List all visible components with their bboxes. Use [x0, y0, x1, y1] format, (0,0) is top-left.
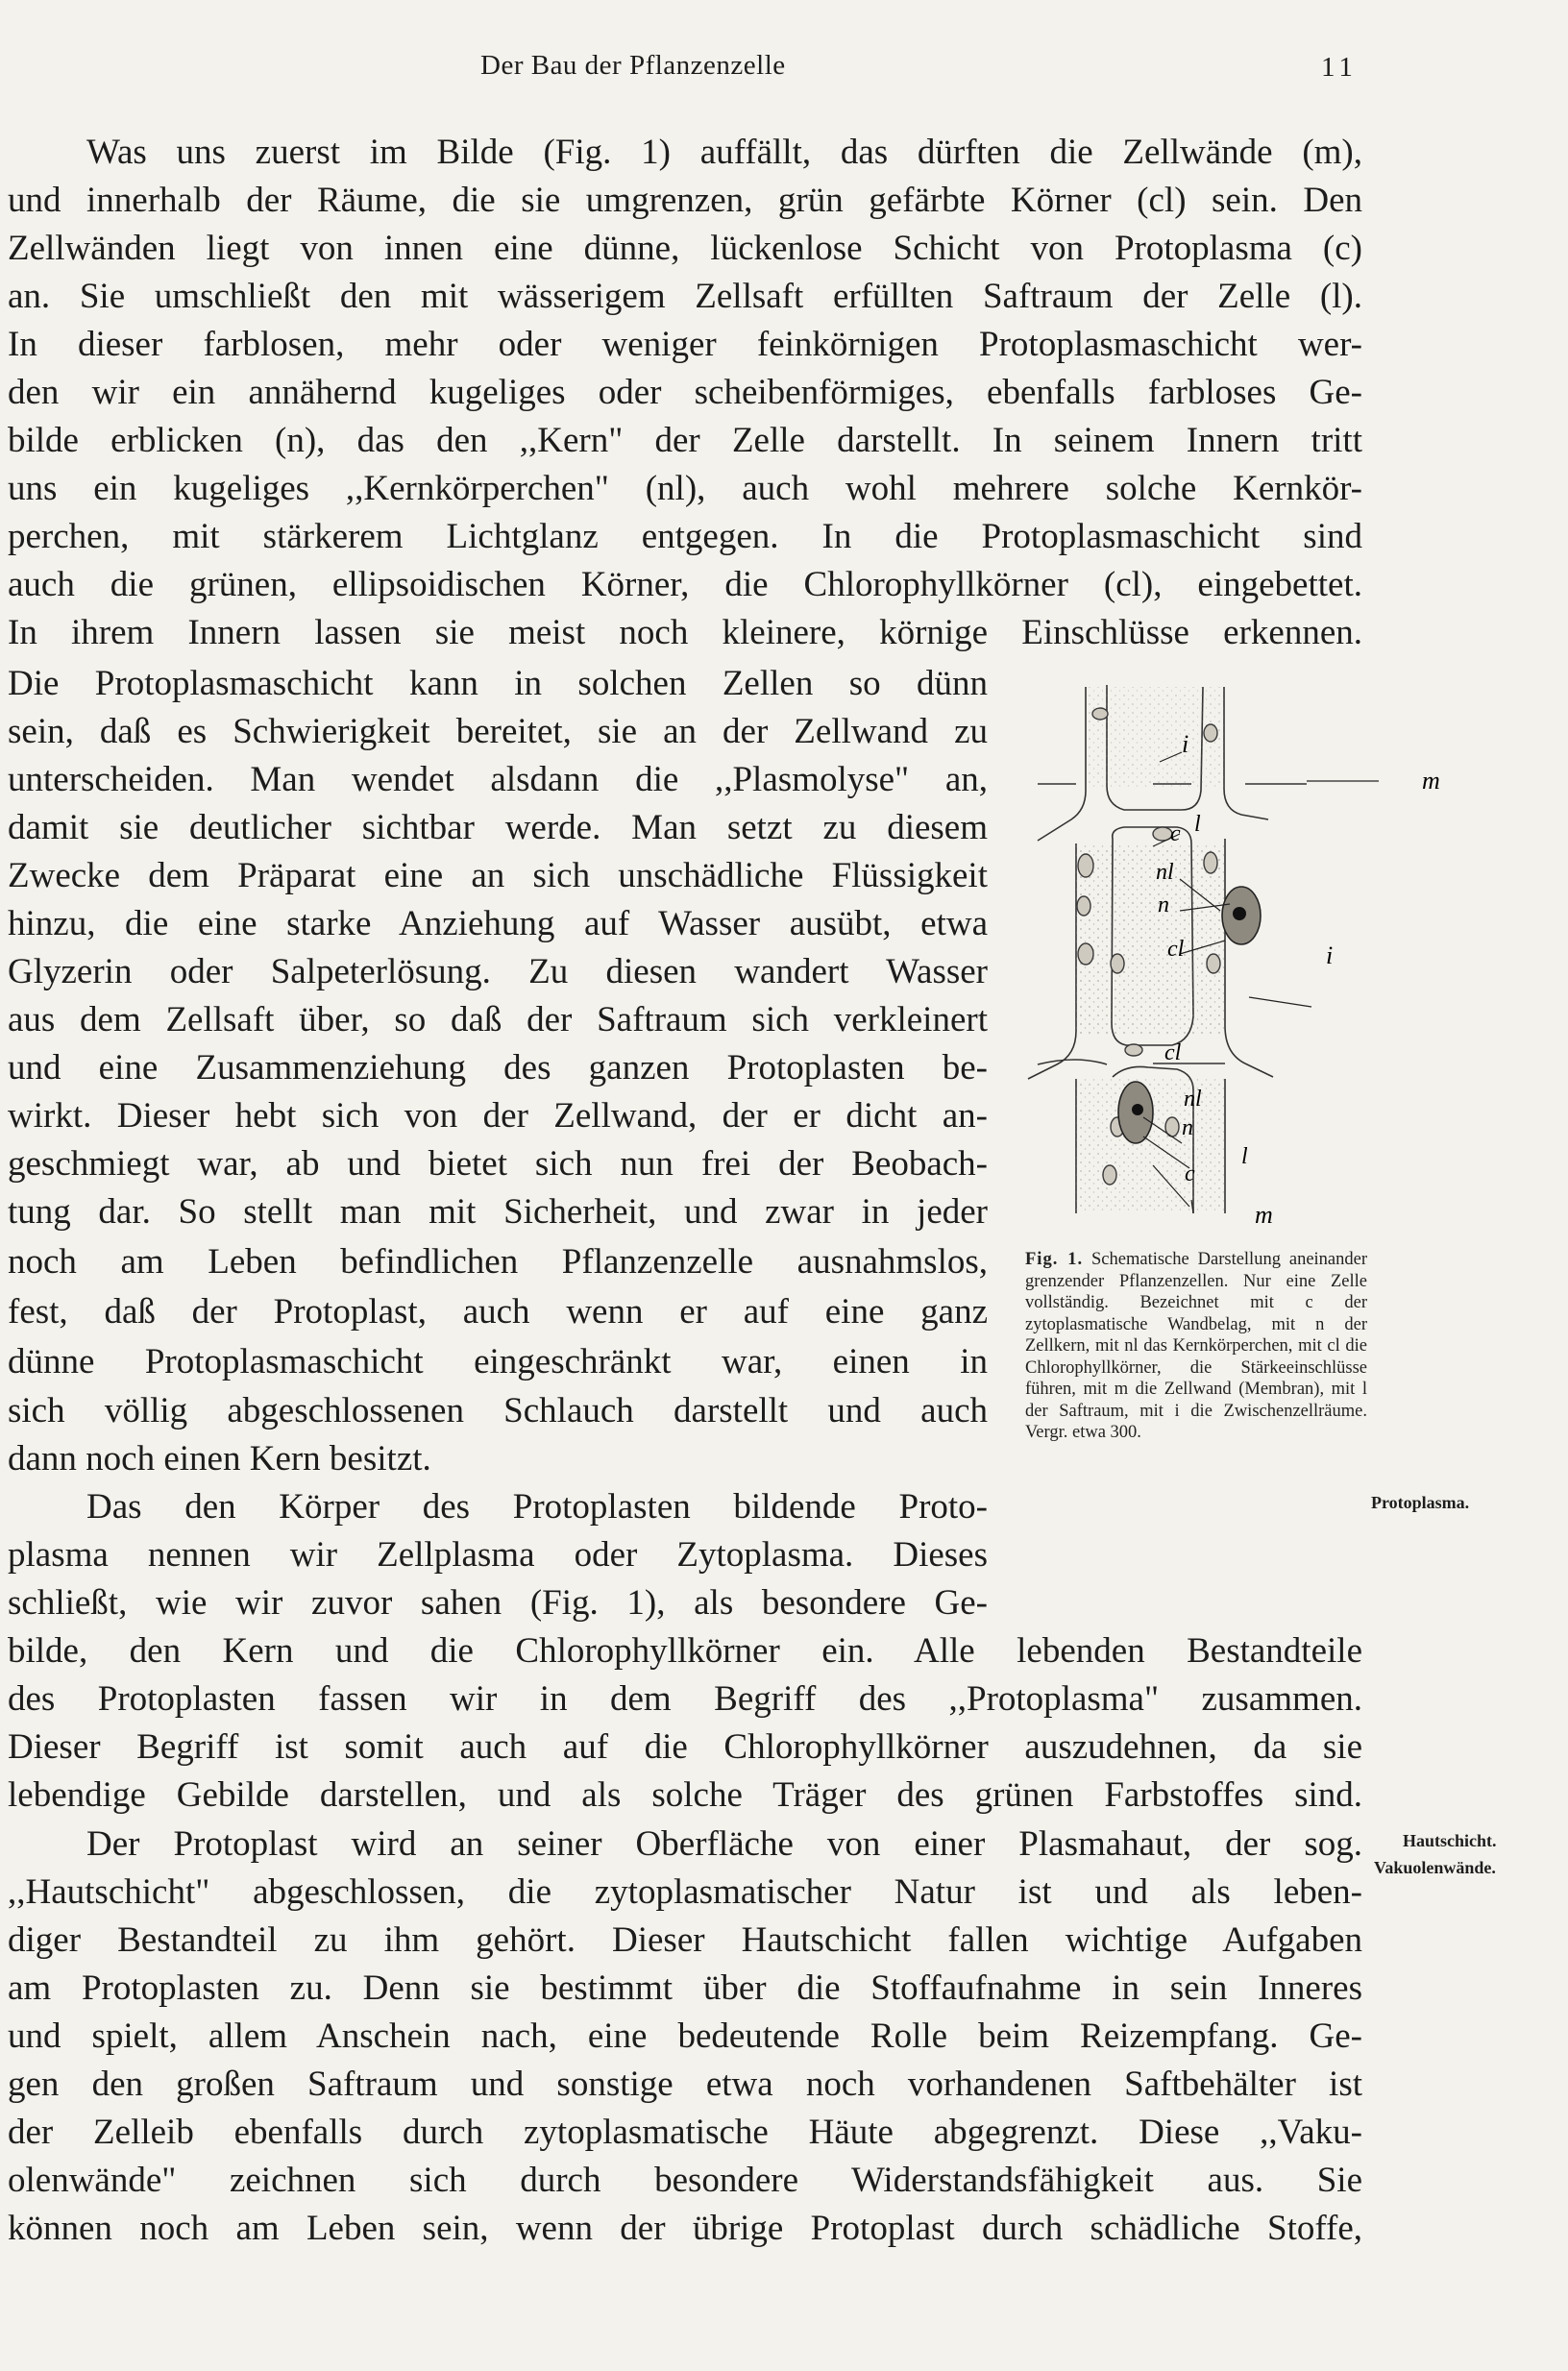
- label-c-upper: c: [1170, 821, 1181, 846]
- text-line: lebendige Gebilde darstellen, und als solche Träger des grünen Farbstoffes sind.: [8, 1775, 1362, 1815]
- text-line: diger Bestandteil zu ihm gehört. Dieser Hautschicht fallen wichtige Aufgaben: [8, 1920, 1362, 1960]
- text-line: olenwände" zeichnen sich durch besondere Widerstandsfähigkeit aus. Sie: [8, 2161, 1362, 2200]
- text-line: Glyzerin oder Salpeterlösung. Zu diesen wandert Wasser: [8, 952, 988, 991]
- text-line: tung dar. So stellt man mit Sicherheit, und zwar in jeder: [8, 1192, 988, 1232]
- text-line: dünne Protoplasmaschicht eingeschränkt war, einen in: [8, 1342, 988, 1381]
- label-n-upper: n: [1158, 892, 1169, 917]
- label-cl-lower: cl: [1164, 1040, 1182, 1065]
- text-line: wirkt. Dieser hebt sich von der Zellwand, der er dicht an-: [8, 1096, 988, 1136]
- label-cl-upper: cl: [1167, 937, 1185, 962]
- text-line: und spielt, allem Anschein nach, eine bedeutende Rolle beim Reizempfang. Ge-: [8, 2017, 1362, 2056]
- margin-note-hautschicht: Hautschicht.: [1403, 1831, 1497, 1850]
- page-header: [0, 50, 1568, 96]
- text-line: dann noch einen Kern besitzt.: [8, 1439, 431, 1479]
- text-line: uns ein kugeliges ,,Kernkörperchen" (nl), auch wohl mehrere solche Kernkör-: [8, 469, 1362, 508]
- text-line: sich völlig abgeschlossenen Schlauch darstellt und auch: [8, 1391, 988, 1430]
- text-line: der Zelleib ebenfalls durch zytoplasmatische Häute abgegrenzt. Diese ,,Vaku-: [8, 2113, 1362, 2152]
- label-nl-upper: nl: [1156, 860, 1174, 885]
- figure-1: [1018, 675, 1456, 1234]
- text-line: Der Protoplast wird an seiner Oberfläche von einer Plasmahaut, der sog.: [86, 1824, 1362, 1864]
- text-line: [8, 2253, 1362, 2301]
- label-l-upper: l: [1194, 812, 1201, 837]
- text-line: plasma nennen wir Zellplasma oder Zytoplasma. Dieses: [8, 1535, 988, 1575]
- text-line: unterscheiden. Man wendet alsdann die ,,Plasmolyse" an,: [8, 760, 988, 799]
- margin-note-protoplasma: Protoplasma.: [1371, 1493, 1470, 1512]
- cell-illustration: [1018, 675, 1456, 1234]
- label-l-lower: l: [1241, 1144, 1248, 1169]
- text-line: Was uns zuerst im Bilde (Fig. 1) auffällt, das dürften die Zellwände (m),: [86, 133, 1362, 172]
- text-line: perchen, mit stärkerem Lichtglanz entgegen. In die Protoplasmaschicht sind: [8, 517, 1362, 556]
- text-line: können noch am Leben sein, wenn der übrige Protoplast durch schädliche Stoffe,: [8, 2209, 1362, 2248]
- text-line: In dieser farblosen, mehr oder weniger feinkörnigen Protoplasmaschicht wer-: [8, 325, 1362, 364]
- label-i-right: i: [1326, 941, 1334, 969]
- text-line: am Protoplasten zu. Denn sie bestimmt über die Stoffaufnahme in sein Inneres: [8, 1968, 1362, 2008]
- text-line: hinzu, die eine starke Anziehung auf Wasser ausübt, etwa: [8, 904, 988, 943]
- text-line: sein, daß es Schwierigkeit bereitet, sie an der Zellwand zu: [8, 712, 988, 751]
- text-line: auch die grünen, ellipsoidischen Körner, die Chlorophyllkörner (cl), eingebettet.: [8, 565, 1362, 604]
- text-line: und innerhalb der Räume, die sie umgrenzen, grün gefärbte Körner (cl) sein. Den: [8, 181, 1362, 220]
- text-line: Die Protoplasmaschicht kann in solchen Zellen so dünn: [8, 664, 988, 703]
- text-line: fest, daß der Protoplast, auch wenn er auf eine ganz: [8, 1292, 988, 1332]
- label-i-top: i: [1182, 730, 1189, 758]
- text-line: gen den großen Saftraum und sonstige etwa noch vorhandenen Saftbehälter ist: [8, 2065, 1362, 2104]
- text-line: noch am Leben befindlichen Pflanzenzelle ausnahmslos,: [8, 1242, 988, 1282]
- text-line: bilde, den Kern und die Chlorophyllkörner ein. Alle lebenden Bestandteile: [8, 1631, 1362, 1671]
- text-line: Zellwänden liegt von innen eine dünne, lückenlose Schicht von Protoplasma (c): [8, 229, 1362, 268]
- page-number: 11: [1321, 52, 1358, 83]
- text-line: Das den Körper des Protoplasten bildende Proto-: [86, 1487, 988, 1527]
- text-line: In ihrem Innern lassen sie meist noch kleinere, körnige Einschlüsse erkennen.: [8, 613, 1362, 652]
- text-line: geschmiegt war, ab und bietet sich nun frei der Beobach-: [8, 1144, 988, 1184]
- text-line: des Protoplasten fassen wir in dem Begriff des ,,Protoplasma" zusammen.: [8, 1679, 1362, 1719]
- text-line: und eine Zusammenziehung des ganzen Protoplasten be-: [8, 1048, 988, 1088]
- label-m-right: m: [1422, 767, 1440, 794]
- label-m-bottom: m: [1255, 1201, 1273, 1229]
- figure-caption: [1025, 1249, 1367, 1444]
- text-line: damit sie deutlicher sichtbar werde. Man setzt zu diesem: [8, 808, 988, 847]
- label-nl-lower: nl: [1184, 1087, 1202, 1112]
- label-c-lower: c: [1185, 1161, 1195, 1186]
- text-line: bilde erblicken (n), das den ,,Kern" der Zelle darstellt. In seinem Innern tritt: [8, 421, 1362, 460]
- margin-note-vakuolenwaende: Vakuolenwände.: [1374, 1858, 1496, 1877]
- text-line: Zwecke dem Präparat eine an sich unschädliche Flüssigkeit: [8, 856, 988, 895]
- label-n-lower: n: [1182, 1115, 1193, 1140]
- caption-label: Fig. 1.: [1025, 1250, 1084, 1269]
- text-line: ,,Hautschicht" abgeschlossen, die zytoplasmatischer Natur ist und als leben-: [8, 1872, 1362, 1912]
- text-line: an. Sie umschließt den mit wässerigem Zellsaft erfüllten Saftraum der Zelle (l).: [8, 277, 1362, 316]
- text-line: schließt, wie wir zuvor sahen (Fig. 1), als besondere Ge-: [8, 1583, 988, 1623]
- text-line: Dieser Begriff ist somit auch auf die Chlorophyllkörner auszudehnen, da sie: [8, 1727, 1362, 1767]
- text-line: aus dem Zellsaft über, so daß der Saftraum sich verkleinert: [8, 1000, 988, 1039]
- text-line: den wir ein annähernd kugeliges oder scheibenförmiges, ebenfalls farbloses Ge-: [8, 373, 1362, 412]
- caption-text: Schematische Darstellung aneinander grenzender Pflanzenzellen. Nur eine Zelle vollständig. Bezeichnet mit c der zytoplasmatische Wandbelag, mit n der Zellkern, mit nl das Kernkörperchen, mit cl die Chlorophyllkörner, die Stärkeeinschlüsse führen, mit m die Zellwand (Membran), mit l der Saftraum, mit i die Zwischenzellräume. Vergr. etwa 300.: [1025, 1250, 1367, 1442]
- running-head: Der Bau der Pflanzenzelle: [480, 50, 786, 81]
